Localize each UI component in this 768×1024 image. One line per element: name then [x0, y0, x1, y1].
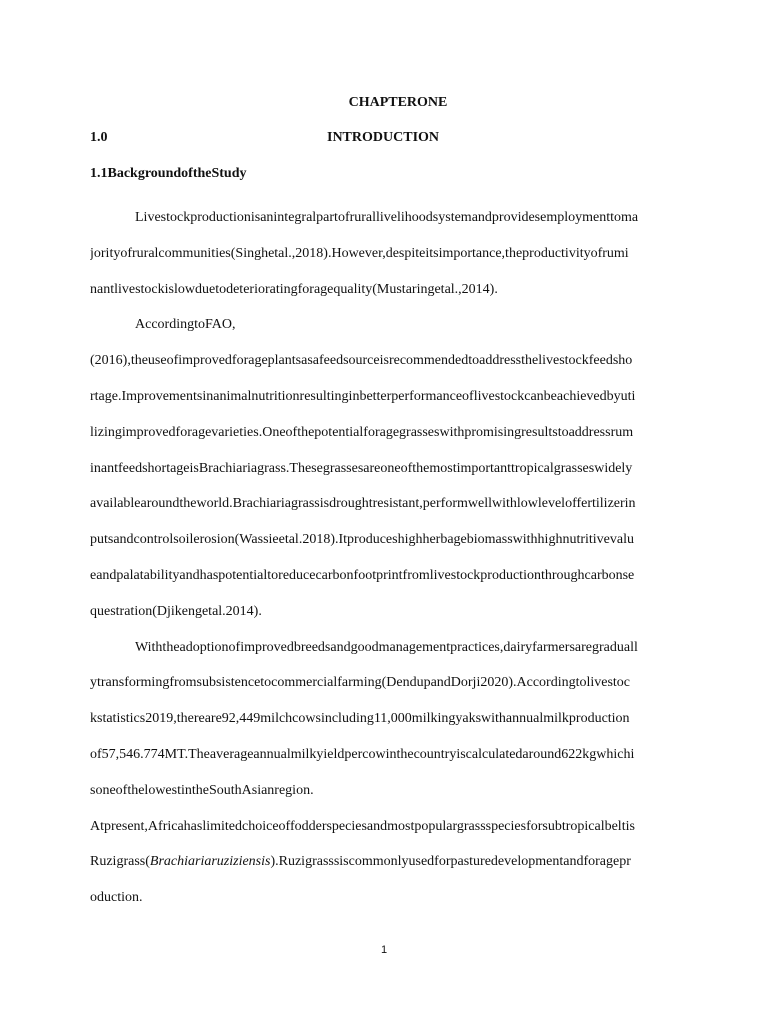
- text-line: oduction.: [90, 890, 143, 906]
- text-line: availablearoundtheworld.Brachiariagrassisdroughtresistant,performwellwithlowleveloffertilizerin: [90, 496, 636, 512]
- body-text: [90, 200, 678, 916]
- text-line: kstatistics2019,thereare92,449milchcowsincluding11,000milkingyakswithannualmilkproduction: [90, 711, 630, 727]
- text-line: Livestockproductionisanintegralpartofrurallivelihoodsystemandprovidesemploymenttoma: [135, 210, 639, 225]
- text-line: soneofthelowestintheSouthAsianregion.: [90, 782, 314, 798]
- text-fragment: Ruzigrass(: [90, 854, 150, 870]
- text-fragment: ).Ruzigrasssiscommonlyusedforpasturedevelopmentandforagepr: [270, 854, 631, 870]
- text-line: lizingimprovedforagevarieties.Oneofthepotentialforagegrasseswithpromisingresultstoaddressrum: [90, 424, 634, 440]
- text-line: nantlivestockislowduetodeterioratingforagequality(Mustaringetal.,2014).: [90, 281, 498, 297]
- text-line: jorityofruralcommunities(Singhetal.,2018).However,despiteitsimportance,theproductivityofrumi: [90, 245, 629, 261]
- chapter-title: CHAPTERONE: [348, 95, 448, 110]
- text-line: inantfeedshortageisBrachiariagrass.Thesegrassesareoneofthemostimportanttropicalgrasseswidely: [90, 460, 633, 476]
- subsection-title: 1.1BackgroundoftheStudy: [90, 166, 247, 181]
- section-heading: [90, 129, 678, 147]
- text-line: eandpalatabilityandhaspotentialtoreducecarbonfootprintfromlivestockproductionthroughcarbonse: [90, 567, 635, 583]
- page-number: 1: [380, 944, 388, 956]
- species-name: Brachiariaruziziensis: [149, 854, 271, 870]
- text-line-with-species: [90, 844, 678, 880]
- text-line: of57,546.774MT.Theaverageannualmilkyieldpercowinthecountryiscalculatedaround622kgwhichi: [90, 746, 635, 762]
- section-number: 1.0: [90, 130, 108, 145]
- text-line: Withtheadoptionofimprovedbreedsandgoodmanagementpractices,dairyfarmersaregraduall: [135, 639, 638, 655]
- text-line: Atpresent,Africahaslimitedchoiceoffodderspeciesandmostpopulargrassspeciesforsubtropicalbeltis: [90, 818, 635, 834]
- text-line: putsandcontrolsoilerosion(Wassieetal.2018).Itproduceshighherbagebiomasswithhighnutritivevalu: [90, 532, 634, 548]
- text-line: AccordingtoFAO,: [135, 317, 236, 333]
- text-line: rtage.Improvementsinanimalnutritionresultinginbetterperformanceoflivestockcanbeachievedbyuti: [90, 388, 636, 404]
- text-line: ytransformingfromsubsistencetocommercialfarming(DendupandDorji2020).Accordingtolivestoc: [90, 675, 631, 691]
- text-line: (2016),theuseofimprovedforageplantsasafeedsourceisrecommendedtoaddressthelivestockfeedsho: [90, 353, 633, 369]
- text-line: questration(Djikengetal.2014).: [90, 603, 262, 619]
- section-title: INTRODUCTION: [327, 130, 440, 145]
